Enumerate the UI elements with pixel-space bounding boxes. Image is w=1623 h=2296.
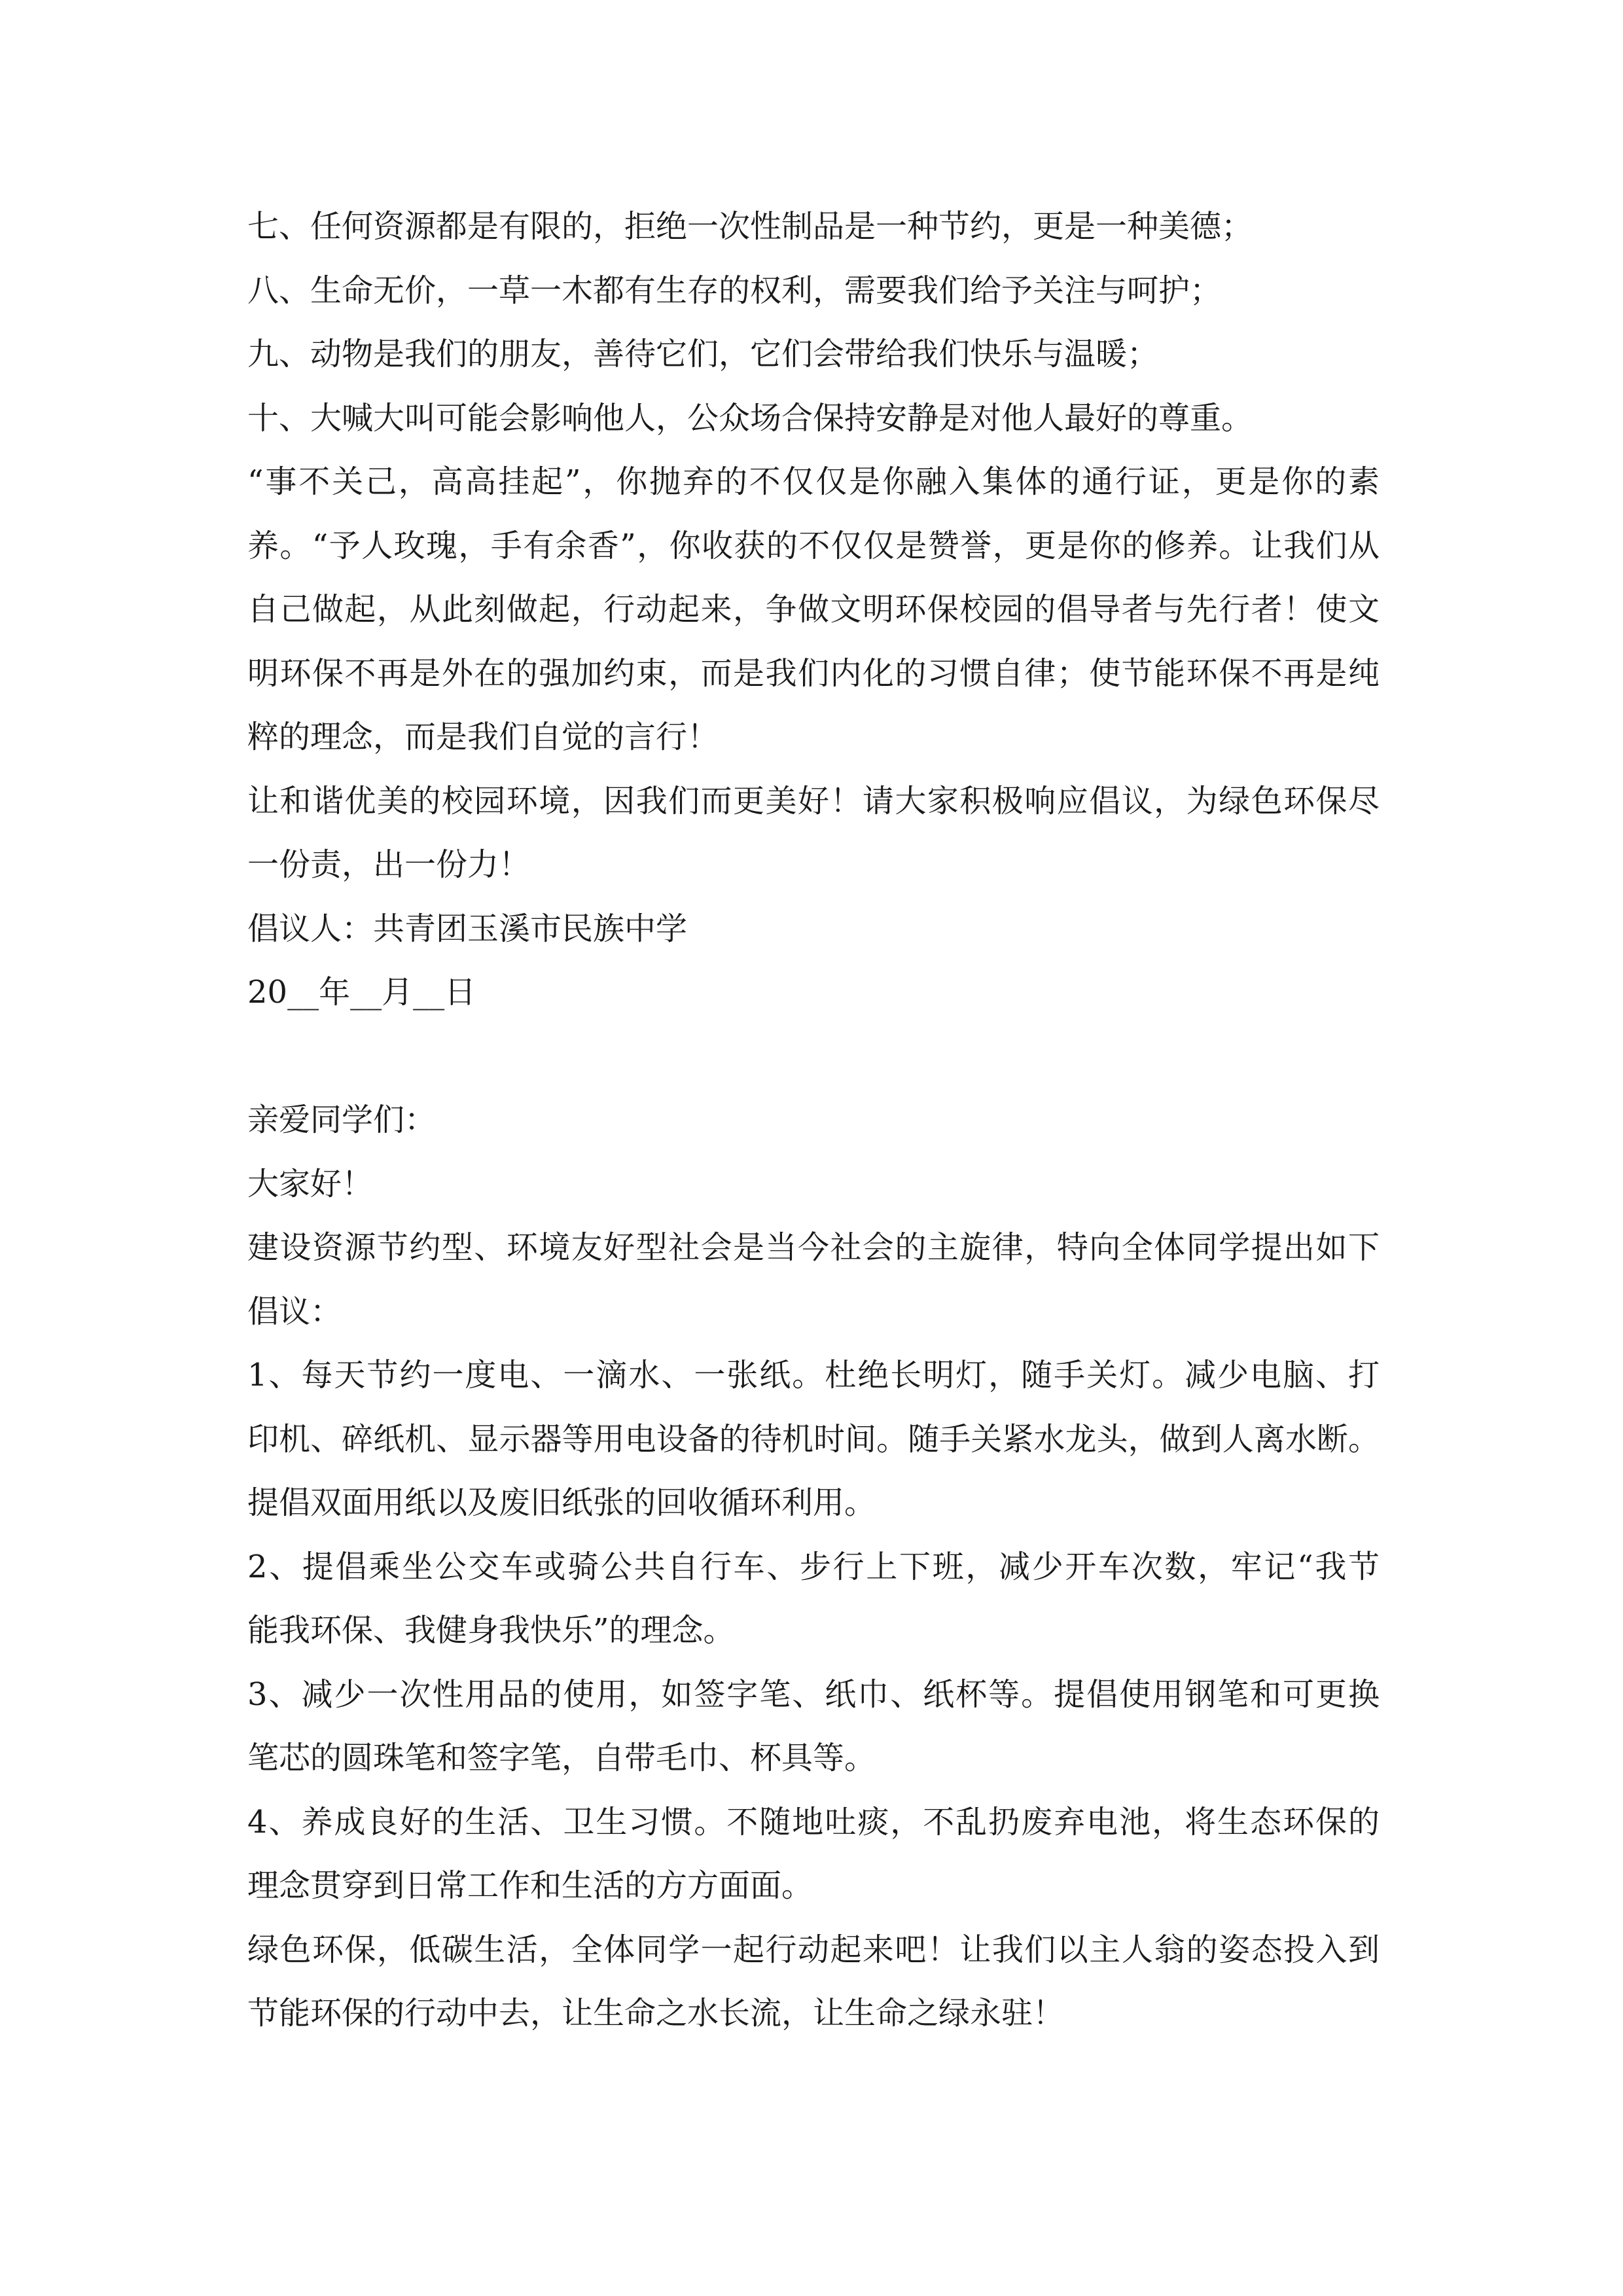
text-line: 4、养成良好的生活、卫生习惯。不随地吐痰，不乱扔废弃电池，将生态环保的: [247, 1803, 1380, 1840]
text-line: 理念贯穿到日常工作和生活的方方面面。: [247, 1867, 813, 1904]
text-line: 2、提倡乘坐公交车或骑公共自行车、步行上下班，减少开车次数，牢记“我节: [247, 1548, 1380, 1585]
text-line: 笔芯的圆珠笔和签字笔，自带毛巾、杯具等。: [247, 1740, 876, 1776]
text-line: 十、大喊大叫可能会影响他人，公众场合保持安静是对他人最好的尊重。: [247, 399, 1253, 437]
text-line: 倡议：: [247, 1293, 342, 1330]
text-line: 能我环保、我健身我快乐”的理念。: [247, 1612, 735, 1649]
text-line: 绿色环保，低碳生活，全体同学一起行动起来吧！让我们以主人翁的姿态投入到: [247, 1931, 1380, 1968]
text-line: 九、动物是我们的朋友，善待它们，它们会带给我们快乐与温暖；: [247, 336, 1159, 372]
text-line: “事不关己，高高挂起”，你抛弃的不仅仅是你融入集体的通行证，更是你的素: [247, 463, 1380, 500]
text-line: 3、减少一次性用品的使用，如签字笔、纸巾、纸杯等。提倡使用钢笔和可更换: [247, 1676, 1380, 1713]
text-line: 1、每天节约一度电、一滴水、一张纸。杜绝长明灯，随手关灯。减少电脑、打: [247, 1357, 1380, 1393]
text-line: 建设资源节约型、环境友好型社会是当今社会的主旋律，特向全体同学提出如下: [247, 1229, 1380, 1266]
document-body: [247, 195, 1380, 2046]
text-line: 一份责，出一份力！: [247, 846, 531, 883]
paragraph-gap: [247, 1025, 1380, 1089]
salutation: 亲爱同学们：: [247, 1102, 437, 1138]
signature-line: 倡议人：共青团玉溪市民族中学: [247, 910, 688, 947]
text-line: 七、任何资源都是有限的，拒绝一次性制品是一种节约，更是一种美德；: [247, 208, 1253, 245]
text-line: 印机、碎纸机、显示器等用电设备的待机时间。随手关紧水龙头，做到人离水断。: [247, 1420, 1380, 1458]
text-line: 节能环保的行动中去，让生命之水长流，让生命之绿永驻！: [247, 1995, 1065, 2032]
text-line: 让和谐优美的校园环境，因我们而更美好！请大家积极响应倡议，为绿色环保尽: [247, 782, 1380, 819]
text-line: 提倡双面用纸以及废旧纸张的回收循环利用。: [247, 1484, 876, 1521]
text-line: 明环保不再是外在的强加约束，而是我们内化的习惯自律；使节能环保不再是纯: [247, 655, 1380, 692]
text-line: 八、生命无价，一草一木都有生存的权利，需要我们给予关注与呵护；: [247, 272, 1222, 309]
text-line: 养。“予人玫瑰，手有余香”，你收获的不仅仅是赞誉，更是你的修养。让我们从: [247, 527, 1380, 564]
greeting: 大家好！: [247, 1165, 374, 1202]
text-line: 自己做起，从此刻做起，行动起来，争做文明环保校园的倡导者与先行者！使文: [247, 591, 1380, 628]
date-line: 20__年__月__日: [247, 974, 476, 1011]
text-line: 粹的理念，而是我们自觉的言行！: [247, 719, 719, 755]
